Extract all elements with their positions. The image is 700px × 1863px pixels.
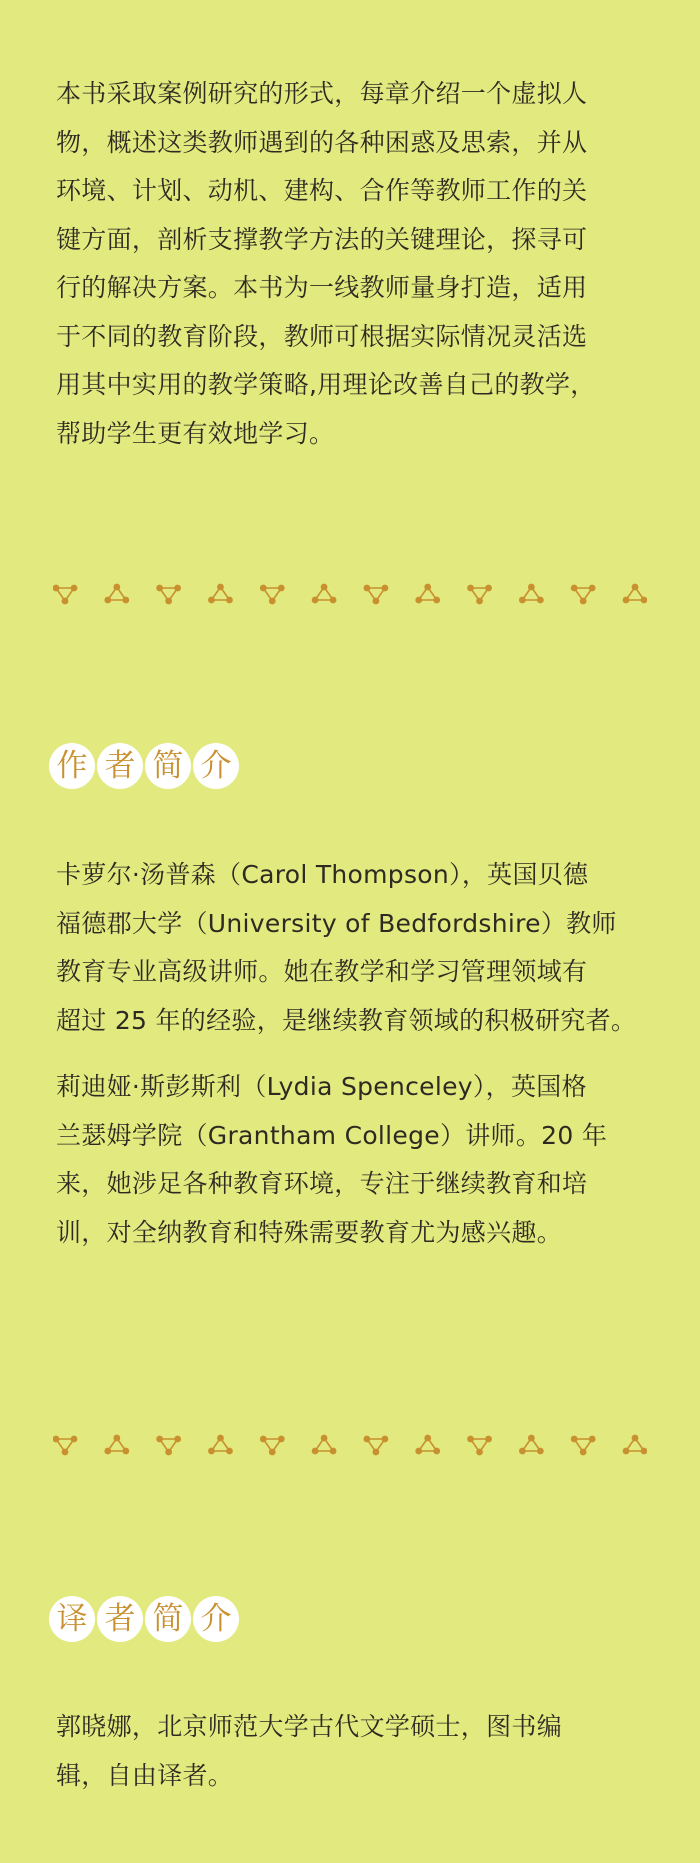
intro-line: 本书采取案例研究的形式，每章介绍一个虚拟人 — [56, 79, 588, 108]
bio-line: 训，对全纳教育和特殊需要教育尤为感兴趣。 — [56, 1217, 563, 1247]
heading-char: 者 — [97, 1596, 143, 1642]
triangle-dots-icon — [104, 584, 129, 604]
triangle-dots-divider — [53, 582, 647, 606]
triangle-dots-icon — [312, 1435, 337, 1455]
bio-line: 福德郡大学（University of Bedfordshire）教师 — [56, 908, 617, 938]
triangle-dots-icon — [623, 584, 647, 604]
author-intro-heading — [49, 743, 239, 793]
triangle-dots-icon — [53, 1436, 77, 1456]
triangle-dots-icon — [364, 1436, 389, 1456]
intro-line: 键方面，剖析支撑教学方法的关键理论，探寻可 — [56, 224, 588, 254]
translator-bio — [56, 1703, 646, 1800]
heading-char: 者 — [97, 743, 143, 789]
triangle-dots-icon — [467, 1436, 492, 1456]
intro-line: 于不同的教育阶段，教师可根据实际情况灵活选 — [56, 321, 588, 351]
triangle-dots-icon — [519, 584, 544, 604]
triangle-dots-icon — [364, 585, 389, 605]
author-bio-spenceley — [56, 1063, 646, 1257]
triangle-dots-icon — [519, 1435, 544, 1455]
triangle-dots-icon — [260, 585, 285, 605]
triangle-dots-icon — [467, 585, 492, 605]
triangle-dots-icon — [156, 1436, 181, 1456]
triangle-dots-icon — [415, 584, 440, 604]
bio-line: 郭晓娜，北京师范大学古代文学硕士，图书编 — [56, 1712, 563, 1741]
bio-line: 莉迪娅·斯彭斯利（Lydia Spenceley），英国格 — [56, 1072, 587, 1101]
heading-char: 介 — [193, 743, 239, 789]
heading-char: 简 — [145, 743, 191, 789]
triangle-dots-icon — [571, 585, 596, 605]
triangle-dots-icon — [208, 584, 233, 604]
triangle-dots-icon — [571, 1436, 596, 1456]
triangle-dots-icon — [260, 1436, 285, 1456]
bio-line: 卡萝尔·汤普森（Carol Thompson），英国贝德 — [56, 860, 589, 889]
heading-char: 介 — [193, 1596, 239, 1642]
bio-line: 兰瑟姆学院（Grantham College）讲师。20 年 — [56, 1120, 608, 1150]
triangle-dots-icon — [415, 1435, 440, 1455]
bio-line: 辑，自由译者。 — [56, 1760, 234, 1790]
heading-char: 译 — [49, 1596, 95, 1642]
book-intro-paragraph — [56, 70, 646, 458]
triangle-dots-icon — [104, 1435, 129, 1455]
triangle-dots-icon — [156, 585, 181, 605]
intro-line: 物，概述这类教师遇到的各种困惑及思索，并从 — [56, 127, 588, 157]
author-bio-thompson — [56, 851, 646, 1045]
intro-line: 行的解决方案。本书为一线教师量身打造，适用 — [56, 273, 588, 302]
triangle-dots-icon — [312, 584, 337, 604]
translator-intro-heading — [49, 1596, 239, 1646]
intro-line: 用其中实用的教学策略,用理论改善自己的教学， — [56, 370, 596, 399]
intro-line: 帮助学生更有效地学习。 — [56, 418, 335, 448]
triangle-dots-icon — [623, 1435, 647, 1455]
heading-char: 作 — [49, 743, 95, 789]
triangle-dots-icon — [53, 585, 77, 605]
bio-line: 教育专业高级讲师。她在教学和学习管理领域有 — [56, 957, 588, 986]
bio-line: 来，她涉足各种教育环境，专注于继续教育和培 — [56, 1169, 588, 1198]
triangle-dots-divider — [53, 1433, 647, 1457]
heading-char: 简 — [145, 1596, 191, 1642]
triangle-dots-icon — [208, 1435, 233, 1455]
intro-line: 环境、计划、动机、建构、合作等教师工作的关 — [56, 176, 588, 205]
bio-line: 超过 25 年的经验，是继续教育领域的积极研究者。 — [56, 1005, 637, 1035]
